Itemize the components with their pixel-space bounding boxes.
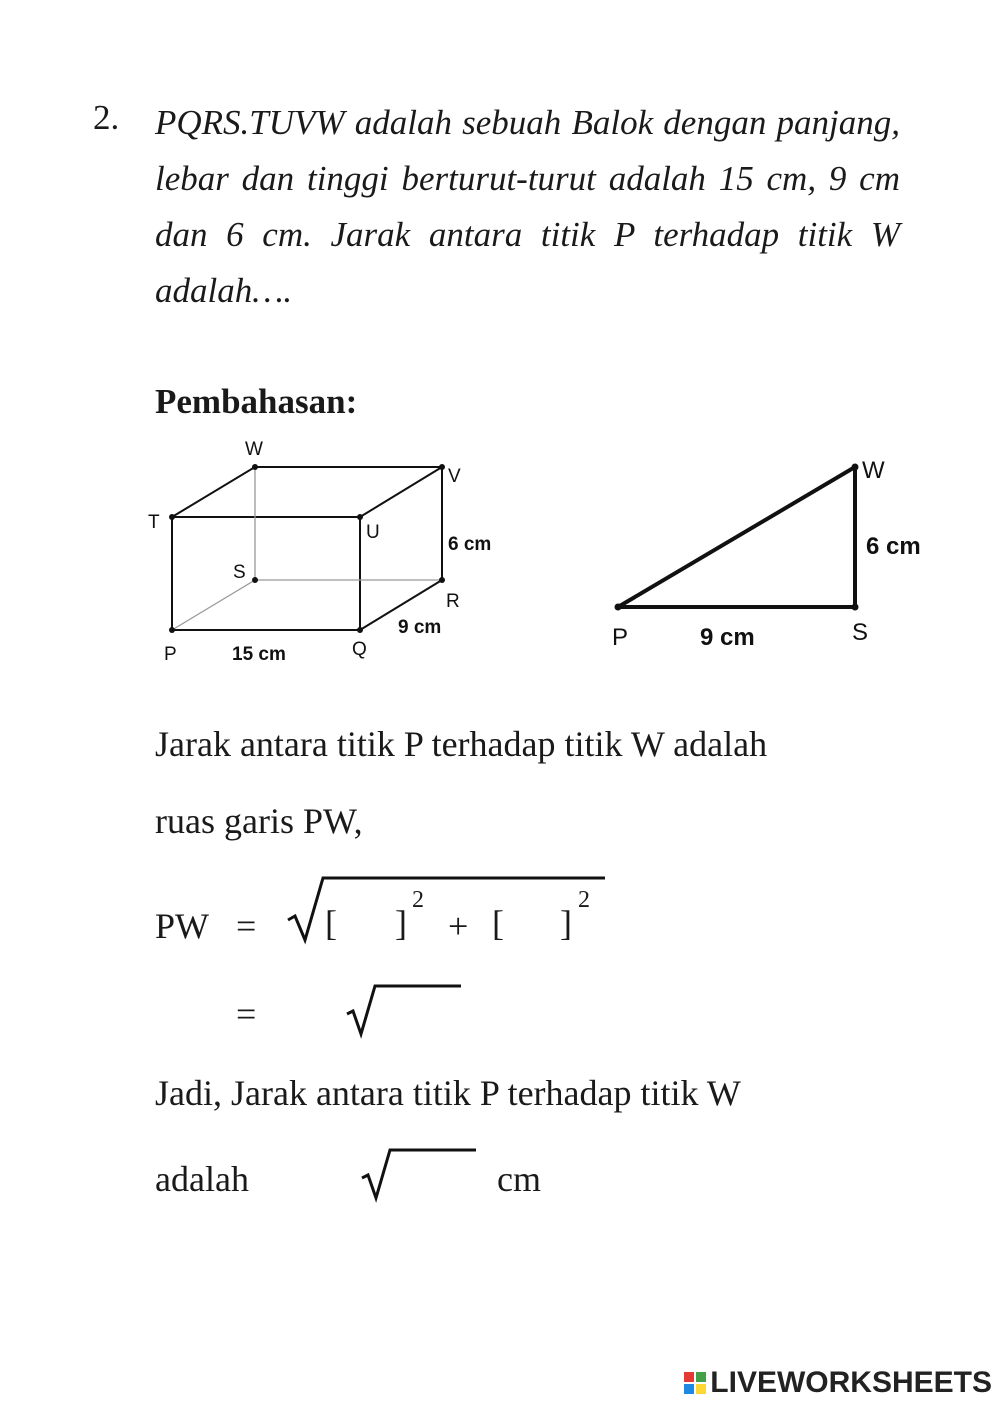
- formula-equals-2: =: [236, 994, 257, 1034]
- answer-input-1[interactable]: [353, 902, 401, 938]
- label-P: P: [164, 644, 177, 665]
- side-PW: [618, 467, 855, 607]
- edge-PS-hidden: [172, 580, 255, 630]
- liveworksheets-logo: [684, 1366, 992, 1400]
- solution-line-2: ruas garis PW,: [155, 801, 363, 841]
- tri-vertex-P: [615, 604, 622, 611]
- label-U: U: [366, 522, 380, 543]
- plus-sign: +: [448, 906, 469, 946]
- formula-equals-1: =: [236, 906, 257, 946]
- conclusion-prefix: adalah: [155, 1159, 249, 1199]
- formula-lhs: PW: [155, 906, 209, 946]
- bracket-close-2: ]: [560, 903, 572, 943]
- tri-vertex-S: [852, 604, 859, 611]
- logo-mark-icon: [684, 1372, 706, 1394]
- label-S: S: [233, 562, 246, 583]
- tri-label-P: P: [612, 624, 629, 651]
- vertex-W: [252, 464, 258, 470]
- vertex-Q: [357, 627, 363, 633]
- solution-line-1: Jarak antara titik P terhadap titik W adalah: [155, 724, 768, 764]
- label-length: 15 cm: [232, 644, 286, 665]
- conclusion-line-1: Jadi, Jarak antara titik P terhadap titik W: [155, 1073, 741, 1113]
- vertex-S: [252, 577, 258, 583]
- vertex-T: [169, 514, 175, 520]
- label-W: W: [245, 439, 263, 460]
- answer-input-2[interactable]: [518, 902, 566, 938]
- vertex-P: [169, 627, 175, 633]
- vertex-V: [439, 464, 445, 470]
- tri-label-S: S: [852, 619, 869, 646]
- bracket-open-1: [: [325, 903, 337, 943]
- exponent-2: 2: [578, 887, 590, 913]
- label-height: 6 cm: [448, 534, 492, 555]
- edge-TW: [172, 467, 255, 517]
- tri-label-W: W: [862, 457, 885, 484]
- label-Q: Q: [352, 639, 367, 660]
- question-text: PQRS.TUVW adalah sebuah Balok dengan panjang, lebar dan tinggi berturut-turut adalah 15 cm, 9 cm dan 6 cm. Jarak antara titik P terhadap titik W adalah….: [155, 103, 900, 310]
- tri-vertex-W: [852, 464, 859, 471]
- logo-text: LIVEWORKSHEETS: [710, 1366, 992, 1399]
- box-diagram: [140, 430, 520, 675]
- label-T: T: [148, 512, 160, 533]
- label-width: 9 cm: [398, 617, 442, 638]
- conclusion-unit: cm: [497, 1159, 541, 1199]
- solution-heading: Pembahasan:: [155, 382, 358, 421]
- triangle-diagram: [600, 445, 940, 655]
- bracket-close-1: ]: [395, 903, 407, 943]
- tri-label-base: 9 cm: [700, 624, 755, 651]
- label-V: V: [448, 466, 461, 487]
- exponent-1: 2: [412, 887, 424, 913]
- bracket-open-2: [: [492, 903, 504, 943]
- edge-UV: [360, 467, 442, 517]
- question-number: 2.: [93, 98, 120, 137]
- vertex-R: [439, 577, 445, 583]
- tri-label-height: 6 cm: [866, 533, 921, 560]
- label-R: R: [446, 591, 460, 612]
- vertex-U: [357, 514, 363, 520]
- answer-input-4[interactable]: [393, 1157, 471, 1193]
- answer-input-3[interactable]: [378, 992, 456, 1028]
